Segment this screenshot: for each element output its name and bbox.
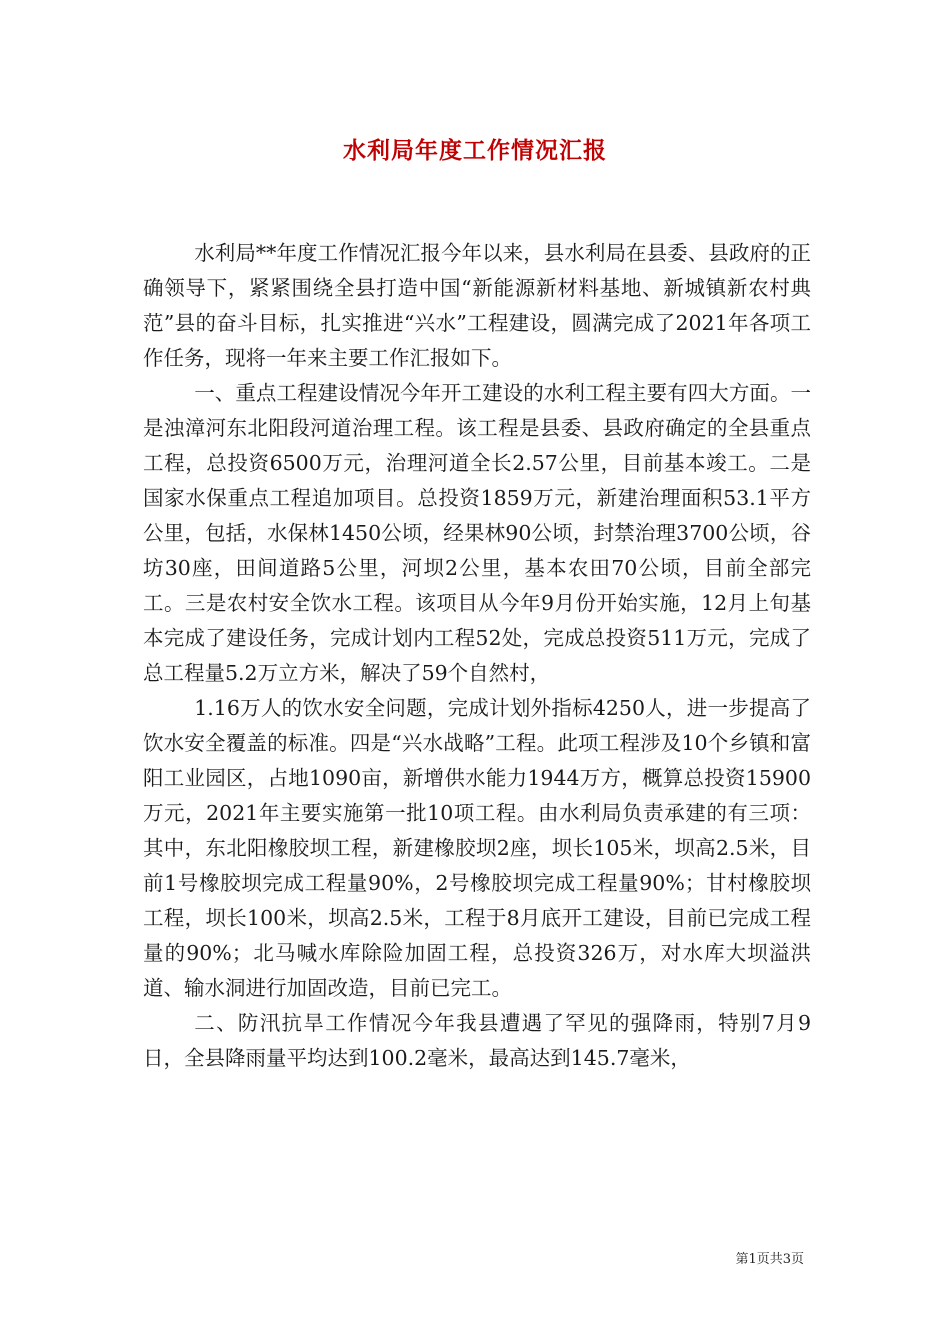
paragraph-water-safety: 1.16万人的饮水安全问题，完成计划外指标4250人，进一步提高了饮水安全覆盖的标准。四是“兴水战略”工程。此项工程涉及10个乡镇和富阳工业园区，占地1090亩，新增供水能力1944万方，概算总投资15900万元，2021年主要实施第一批10项工程。由水利局负责承建的有三项：其中，东北阳橡胶坝工程，新建橡胶坝2座，坝长105米，坝高2.5米，目前1号橡胶坝完成工程量90%，2号橡胶坝完成工程量90%；甘村橡胶坝工程，坝长100米，坝高2.5米，工程于8月底开工建设，目前已完成工程量的90%；北马喊水库除险加固工程，总投资326万，对水库大坝溢洪道、输水洞进行加固改造，目前已完工。 xyxy=(143,696,811,1000)
document-body xyxy=(143,236,811,1076)
document-title: 水利局年度工作情况汇报 xyxy=(343,137,607,164)
page-number: 第1页共3页 xyxy=(735,1252,804,1267)
paragraph-intro: 水利局**年度工作情况汇报今年以来，县水利局在县委、县政府的正确领导下，紧紧围绕全县打造中国“新能源新材料基地、新城镇新农村典范”县的奋斗目标，扎实推进“兴水”工程建设，圆满完成了2021年各项工作任务，现将一年来主要工作汇报如下。 xyxy=(143,241,811,370)
paragraph-flood-control: 二、防汛抗旱工作情况今年我县遭遇了罕见的强降雨，特别7月9日，全县降雨量平均达到100.2毫米，最高达到145.7毫米， xyxy=(143,1011,811,1070)
paragraph-key-projects: 一、重点工程建设情况今年开工建设的水利工程主要有四大方面。一是浊漳河东北阳段河道治理工程。该工程是县委、县政府确定的全县重点工程，总投资6500万元，治理河道全长2.57公里，目前基本竣工。二是国家水保重点工程追加项目。总投资1859万元，新建治理面积53.1平方公里，包括，水保林1450公顷，经果林90公顷，封禁治理3700公顷，谷坊30座，田间道路5公里，河坝2公里，基本农田70公顷，目前全部完工。三是农村安全饮水工程。该项目从今年9月份开始实施，12月上旬基本完成了建设任务，完成计划内工程52处，完成总投资511万元，完成了总工程量5.2万立方米，解决了59个自然村， xyxy=(143,381,811,685)
